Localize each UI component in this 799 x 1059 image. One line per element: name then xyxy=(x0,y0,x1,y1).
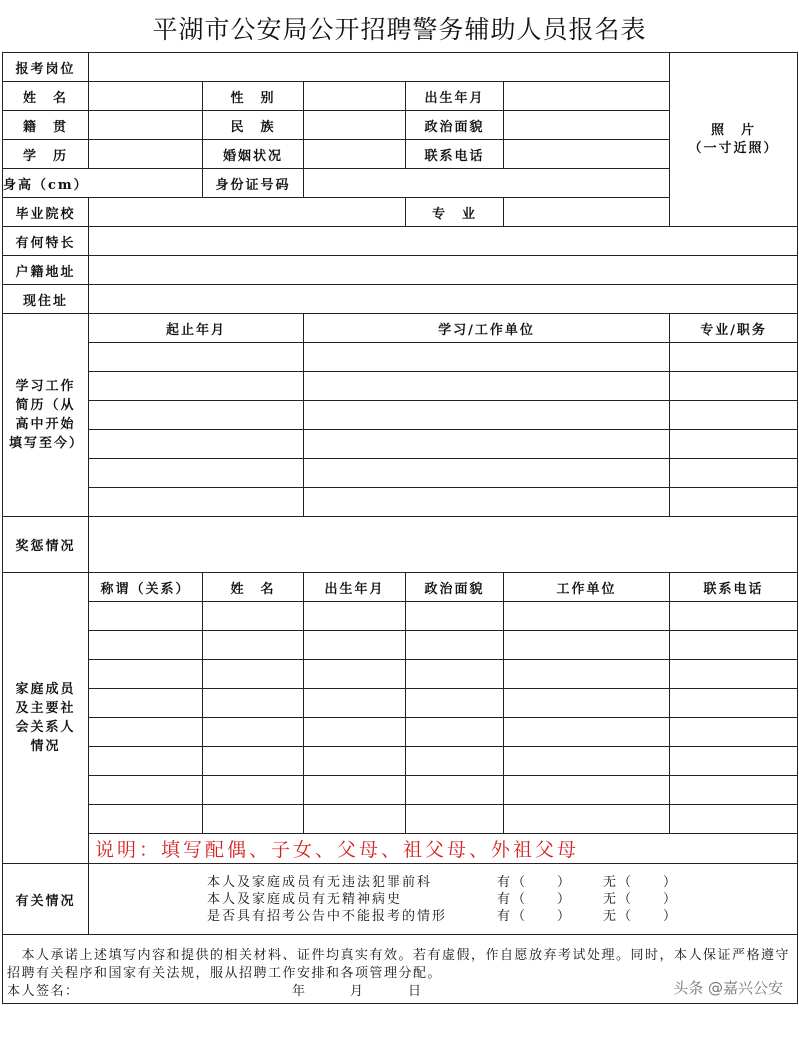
family-cell[interactable] xyxy=(670,631,798,660)
condition-no[interactable]: 无（ ） xyxy=(603,908,679,924)
phone-field[interactable] xyxy=(504,140,670,169)
resume-row xyxy=(3,372,798,401)
label-marital: 婚姻状况 xyxy=(203,140,304,169)
family-cell[interactable] xyxy=(670,747,798,776)
form-title: 平湖市公安局公开招聘警务辅助人员报名表 xyxy=(152,15,647,44)
registration-form xyxy=(2,52,798,1004)
family-header: 姓 名 xyxy=(203,573,304,602)
family-cell[interactable] xyxy=(504,747,670,776)
awards-field[interactable] xyxy=(89,517,798,573)
family-cell[interactable] xyxy=(670,776,798,805)
gender-field[interactable] xyxy=(304,82,406,111)
family-header: 联系电话 xyxy=(670,573,798,602)
family-row xyxy=(3,805,798,834)
resume-cell[interactable] xyxy=(304,430,670,459)
family-cell[interactable] xyxy=(89,718,203,747)
family-cell[interactable] xyxy=(203,660,304,689)
politics-field[interactable] xyxy=(504,111,670,140)
family-cell[interactable] xyxy=(504,776,670,805)
resume-row xyxy=(3,459,798,488)
name-field[interactable] xyxy=(89,82,203,111)
resume-header-role: 专业/职务 xyxy=(670,314,798,343)
family-cell[interactable] xyxy=(406,747,504,776)
conditions-list xyxy=(89,864,798,935)
resume-header-unit: 学习/工作单位 xyxy=(304,314,670,343)
family-label: 家庭成员及主要社会关系人情况 xyxy=(3,573,89,864)
family-cell[interactable] xyxy=(406,602,504,631)
condition-question: 是否具有招考公告中不能报考的情形 xyxy=(207,908,448,924)
condition-yes[interactable]: 有（ ） xyxy=(497,874,573,890)
condition-item xyxy=(207,908,797,925)
family-cell[interactable] xyxy=(203,631,304,660)
conditions-label: 有关情况 xyxy=(3,864,89,935)
family-cell[interactable] xyxy=(304,805,406,834)
condition-item xyxy=(207,874,797,891)
resume-cell[interactable] xyxy=(670,372,798,401)
family-cell[interactable] xyxy=(304,776,406,805)
resume-row xyxy=(3,488,798,517)
label-birth: 出生年月 xyxy=(406,82,504,111)
family-cell[interactable] xyxy=(670,660,798,689)
family-cell[interactable] xyxy=(203,602,304,631)
label-address: 现住址 xyxy=(3,285,89,314)
family-cell[interactable] xyxy=(89,602,203,631)
family-cell[interactable] xyxy=(504,602,670,631)
family-row xyxy=(3,689,798,718)
watermark: 头条 @嘉兴公安 xyxy=(673,979,784,997)
family-cell[interactable] xyxy=(304,689,406,718)
specialty-field[interactable] xyxy=(89,227,798,256)
hukou-field[interactable] xyxy=(89,256,798,285)
position-field[interactable] xyxy=(89,53,670,82)
family-cell[interactable] xyxy=(670,805,798,834)
birth-field[interactable] xyxy=(504,82,670,111)
family-cell[interactable] xyxy=(203,805,304,834)
resume-cell[interactable] xyxy=(89,343,304,372)
resume-cell[interactable] xyxy=(89,372,304,401)
resume-row xyxy=(3,430,798,459)
resume-cell[interactable] xyxy=(670,401,798,430)
family-cell[interactable] xyxy=(504,660,670,689)
condition-item xyxy=(207,891,797,908)
family-cell[interactable] xyxy=(406,660,504,689)
condition-yes[interactable]: 有（ ） xyxy=(497,891,573,907)
family-row xyxy=(3,660,798,689)
condition-question: 本人及家庭成员有无违法犯罪前科 xyxy=(207,874,433,890)
family-cell[interactable] xyxy=(89,631,203,660)
resume-cell[interactable] xyxy=(670,459,798,488)
label-ethnic: 民 族 xyxy=(203,111,304,140)
condition-question: 本人及家庭成员有无精神病史 xyxy=(207,891,403,907)
family-cell[interactable] xyxy=(670,718,798,747)
resume-cell[interactable] xyxy=(89,488,304,517)
family-cell[interactable] xyxy=(304,660,406,689)
label-hukou: 户籍地址 xyxy=(3,256,89,285)
resume-cell[interactable] xyxy=(304,401,670,430)
photo-box[interactable] xyxy=(670,53,798,227)
address-field[interactable] xyxy=(89,285,798,314)
marital-field[interactable] xyxy=(304,140,406,169)
family-header: 工作单位 xyxy=(504,573,670,602)
resume-cell[interactable] xyxy=(304,372,670,401)
family-cell[interactable] xyxy=(304,602,406,631)
label-position: 报考岗位 xyxy=(3,53,89,82)
resume-cell[interactable] xyxy=(89,459,304,488)
family-cell[interactable] xyxy=(89,805,203,834)
family-header: 称谓（关系） xyxy=(89,573,203,602)
resume-cell[interactable] xyxy=(89,401,304,430)
resume-header-period: 起止年月 xyxy=(89,314,304,343)
signature-date[interactable]: 年 月 日 xyxy=(292,984,423,999)
photo-note: （一寸近照） xyxy=(688,140,779,156)
label-gender: 性 别 xyxy=(203,82,304,111)
family-cell[interactable] xyxy=(304,718,406,747)
label-phone: 联系电话 xyxy=(406,140,504,169)
condition-no[interactable]: 无（ ） xyxy=(603,891,679,907)
family-row xyxy=(3,602,798,631)
family-cell[interactable] xyxy=(304,631,406,660)
resume-cell[interactable] xyxy=(304,459,670,488)
label-specialty: 有何特长 xyxy=(3,227,89,256)
education-field[interactable] xyxy=(89,140,203,169)
family-cell[interactable] xyxy=(203,718,304,747)
resume-row xyxy=(3,401,798,430)
label-idcard: 身份证号码 xyxy=(203,169,304,198)
family-cell[interactable] xyxy=(89,747,203,776)
family-cell[interactable] xyxy=(304,747,406,776)
resume-cell[interactable] xyxy=(670,343,798,372)
signature-label: 本人签名： xyxy=(7,984,80,999)
major-field[interactable] xyxy=(504,198,670,227)
family-cell[interactable] xyxy=(670,689,798,718)
family-cell[interactable] xyxy=(406,631,504,660)
awards-label: 奖惩情况 xyxy=(3,517,89,573)
family-cell[interactable] xyxy=(406,805,504,834)
family-note: 说明：填写配偶、子女、父母、祖父母、外祖父母 xyxy=(89,834,798,864)
idcard-field[interactable] xyxy=(304,169,670,198)
family-cell[interactable] xyxy=(203,689,304,718)
label-major: 专 业 xyxy=(406,198,504,227)
resume-label: 学习工作简历（从高中开始填写至今） xyxy=(3,314,89,517)
native-field[interactable] xyxy=(89,111,203,140)
ethnic-field[interactable] xyxy=(304,111,406,140)
family-cell[interactable] xyxy=(89,689,203,718)
family-cell[interactable] xyxy=(406,718,504,747)
resume-cell[interactable] xyxy=(670,488,798,517)
label-politics: 政治面貌 xyxy=(406,111,504,140)
family-cell[interactable] xyxy=(504,805,670,834)
family-cell[interactable] xyxy=(504,718,670,747)
family-cell[interactable] xyxy=(406,776,504,805)
resume-cell[interactable] xyxy=(670,430,798,459)
commitment-box xyxy=(3,935,798,1004)
resume-cell[interactable] xyxy=(304,488,670,517)
family-header: 政治面貌 xyxy=(406,573,504,602)
family-row xyxy=(3,631,798,660)
label-school: 毕业院校 xyxy=(3,198,89,227)
family-header: 出生年月 xyxy=(304,573,406,602)
condition-yes[interactable]: 有（ ） xyxy=(497,908,573,924)
family-cell[interactable] xyxy=(504,689,670,718)
family-cell[interactable] xyxy=(504,631,670,660)
family-cell[interactable] xyxy=(203,776,304,805)
photo-label: 照 片 xyxy=(711,122,757,138)
family-cell[interactable] xyxy=(406,689,504,718)
resume-row xyxy=(3,343,798,372)
family-row xyxy=(3,776,798,805)
condition-no[interactable]: 无（ ） xyxy=(603,874,679,890)
family-cell[interactable] xyxy=(203,747,304,776)
school-field[interactable] xyxy=(89,198,406,227)
commitment-text: 本人承诺上述填写内容和提供的相关材料、证件均真实有效。若有虚假，作自愿放弃考试处理。同时，本人保证严格遵守招聘有关程序和国家有关法规，服从招聘工作安排和各项管理分配。 xyxy=(7,948,791,981)
label-height: 身高（cm） xyxy=(3,169,203,198)
label-name: 姓 名 xyxy=(3,82,89,111)
family-row xyxy=(3,747,798,776)
family-cell[interactable] xyxy=(89,660,203,689)
family-row xyxy=(3,718,798,747)
resume-cell[interactable] xyxy=(304,343,670,372)
family-cell[interactable] xyxy=(89,776,203,805)
resume-cell[interactable] xyxy=(89,430,304,459)
family-cell[interactable] xyxy=(670,602,798,631)
label-education: 学 历 xyxy=(3,140,89,169)
label-native: 籍 贯 xyxy=(3,111,89,140)
